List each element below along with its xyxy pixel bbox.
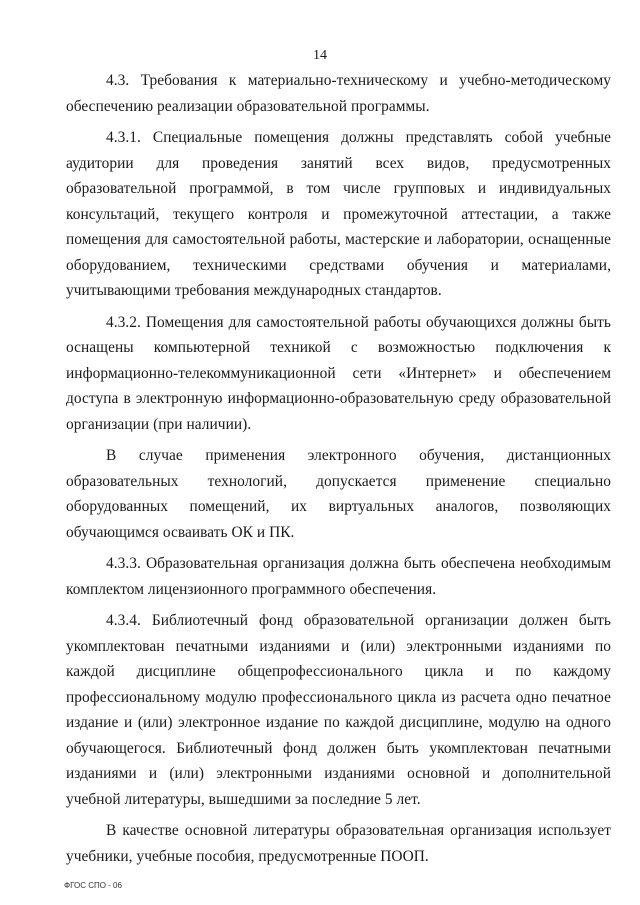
paragraph-4-3: 4.3. Требования к материально-техническому и учебно-методическому обеспечению реализации образовательной программы.	[66, 72, 611, 115]
paragraph-4-3-2: 4.3.2. Помещения для самостоятельной работы обучающихся должны быть оснащены компьютерной техникой с возможностью подключения к информационно-телекоммуникационной сети «Интернет» и обеспечением доступа в электронную информационно-образовательную среду образовательной организации (при наличии).	[66, 313, 611, 433]
footer-label: ФГОС СПО - 06	[64, 881, 122, 890]
paragraph-4-3-4: 4.3.4. Библиотечный фонд образовательной организации должен быть укомплектован печатными изданиями и (или) электронными изданиями по каждой дисциплине общепрофессионального цикла и по каждому профессиональному модулю профессионального цикла из расчета одно печатное издание и (или) электронное издание по каждой дисциплине, модулю на одного обучающегося. Библиотечный фонд должен быть укомплектован печатными изданиями и (или) электронными изданиями основной и дополнительной учебной литературы, вышедшими за последние 5 лет.	[66, 612, 611, 808]
document-body	[66, 68, 611, 875]
paragraph-main-literature: В качестве основной литературы образовательная организация использует учебники, учебные пособия, предусмотренные ПООП.	[66, 822, 611, 865]
paragraph-4-3-1: 4.3.1. Специальные помещения должны представлять собой учебные аудитории для проведения занятий всех видов, предусмотренных образовательной программой, в том числе групповых и индивидуальных консультаций, текущего контроля и промежуточной аттестации, а также помещения для самостоятельной работы, мастерские и лаборатории, оснащенные оборудованием, техническими средствами обучения и материалами, учитывающими требования международных стандартов.	[66, 129, 611, 299]
page-number: 14	[313, 48, 327, 63]
paragraph-distance-learning: В случае применения электронного обучения, дистанционных образовательных технологий, допускается применение специально оборудованных помещений, их виртуальных аналогов, позволяющих обучающимся осваивать ОК и ПК.	[66, 447, 611, 541]
paragraph-4-3-3: 4.3.3. Образовательная организация должна быть обеспечена необходимым комплектом лицензионного программного обеспечения.	[66, 555, 611, 598]
